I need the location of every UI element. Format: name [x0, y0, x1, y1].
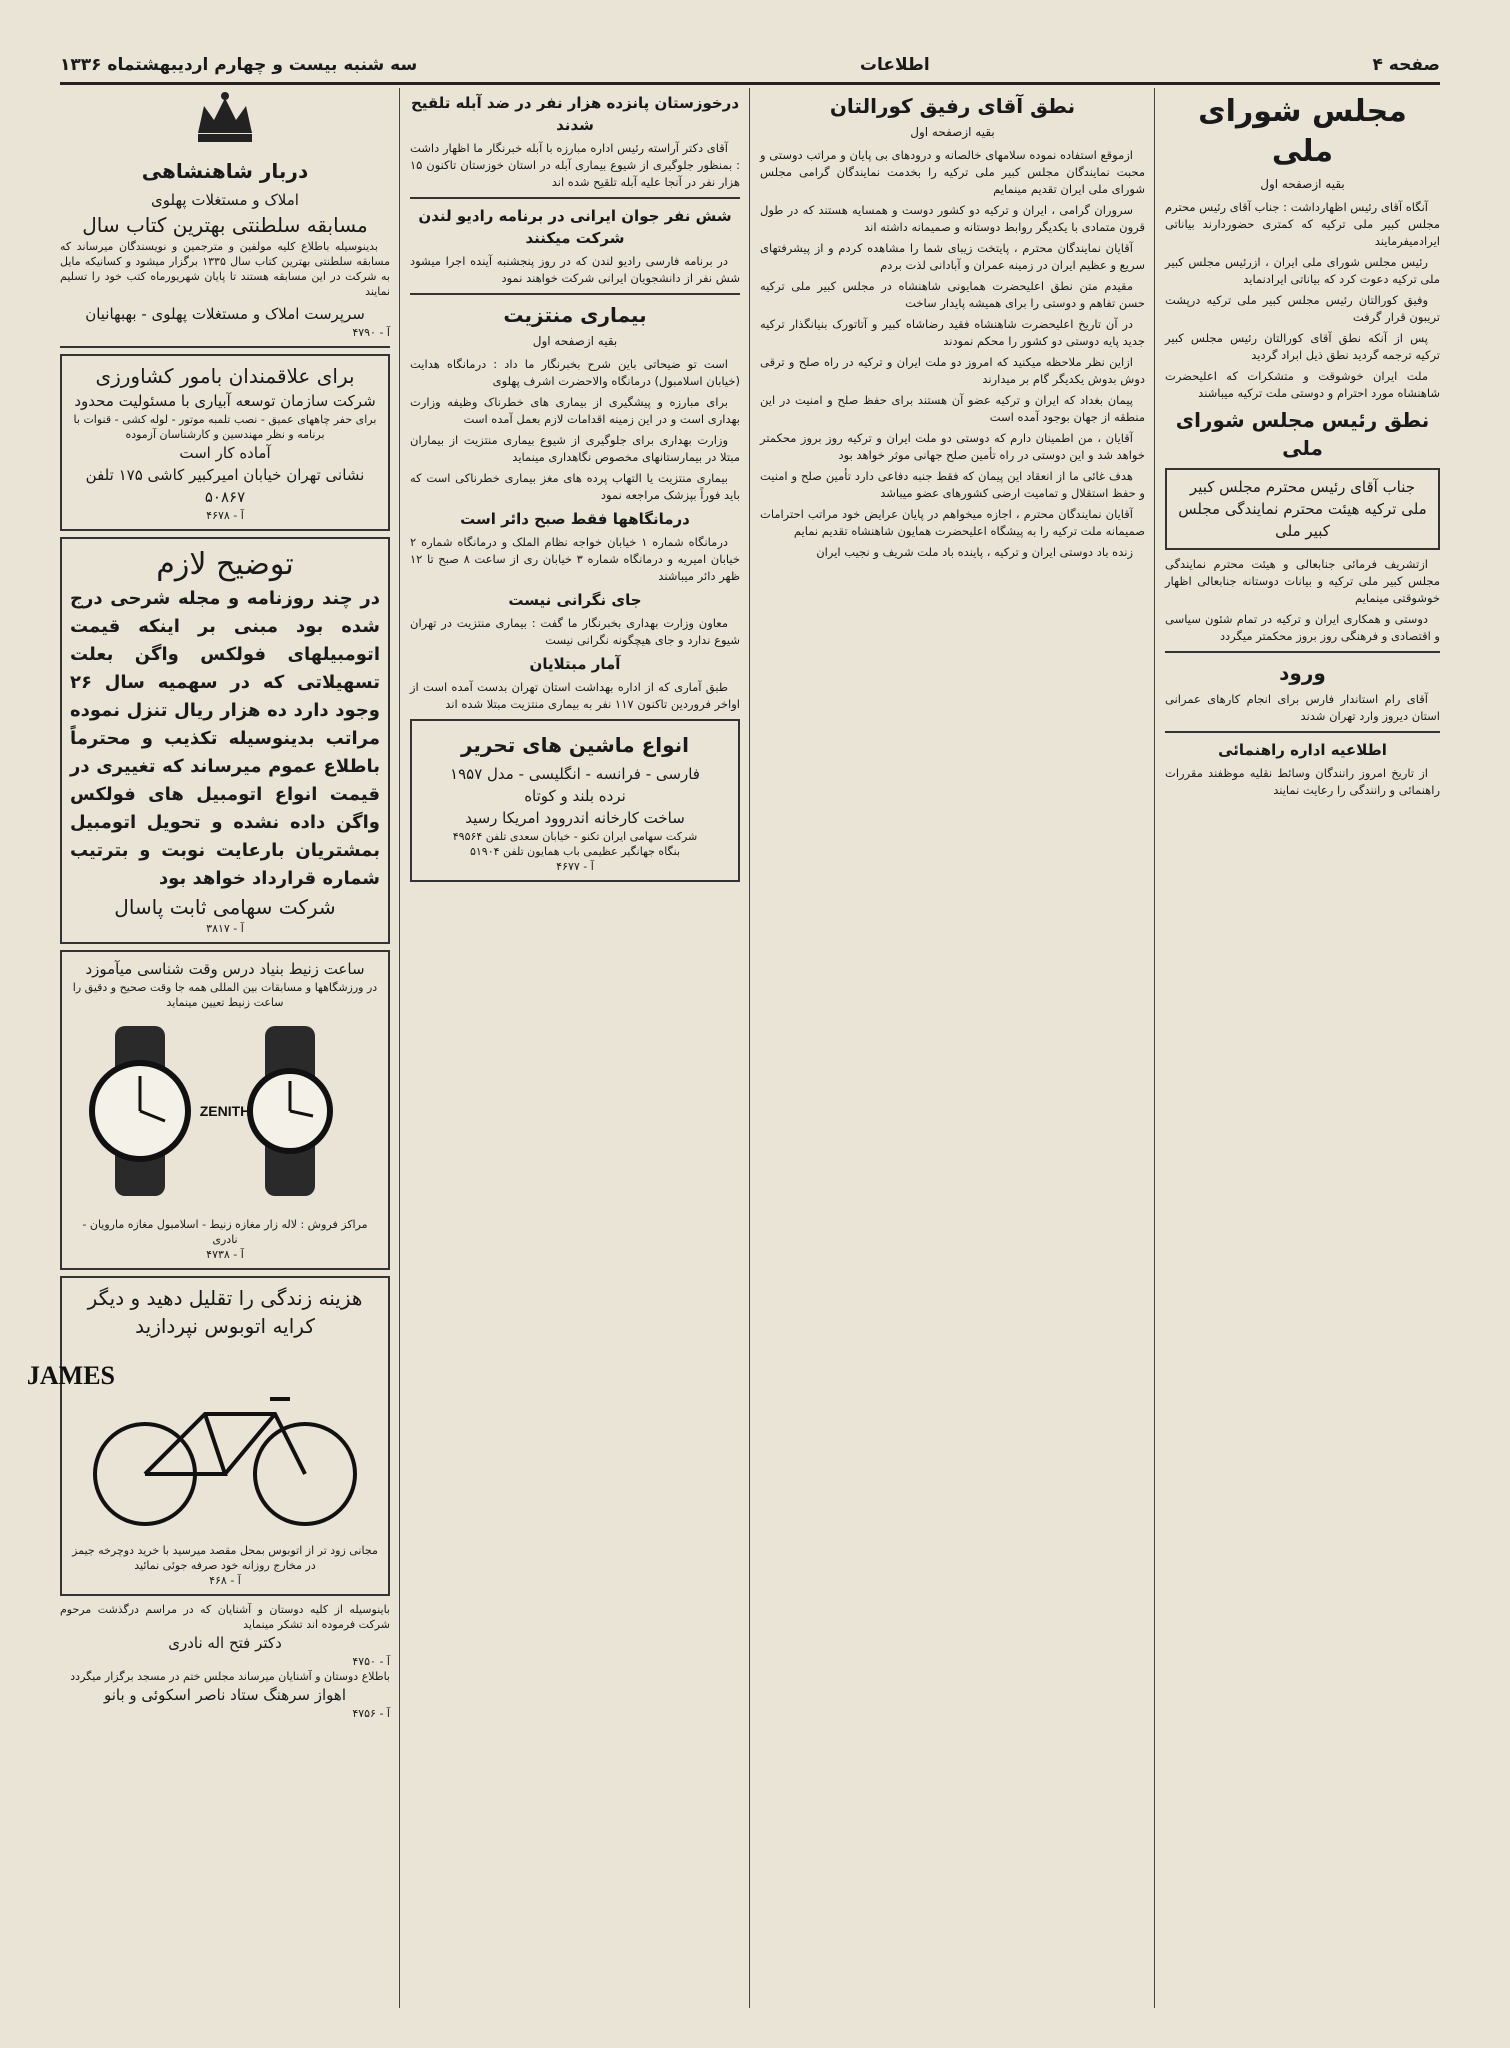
paragraph: معاون وزارت بهداری بخبرنگار ما گفت : بیماری منتزیت در تهران شیوع ندارد و جای هیچگونه نگرانی نیست: [410, 616, 740, 647]
notice-title: توضیح لازم: [156, 547, 294, 582]
court-title: دربار شاهنشاهی: [141, 159, 309, 183]
paragraph: در آن تاریخ اعلیحضرت شاهنشاه فقید رضاشاه کبیر و آتاتورک بنیانگذار ترکیه جدید پایه دوستی دو کشور را محکم نمودند: [760, 317, 1145, 348]
paragraph: آقایان نمایندگان محترم ، اجازه میخواهم در پایان عرایض خود مراتب احترامات صمیمانه ملت ترکیه را به پیشگاه اعلیحضرت همایون شاهنشاه تقدیم نمایم: [760, 507, 1145, 538]
column-rule: [399, 88, 400, 2008]
divider: [1165, 731, 1440, 733]
parliament-headline: مجلس شورای ملی: [1198, 94, 1407, 169]
paragraph: زنده باد دوستی ایران و ترکیه ، پاینده باد ملت شریف و نجیب ایران: [816, 545, 1133, 559]
thanks-signature: دکتر فتح اله نادری: [168, 1634, 282, 1652]
statistics-headline: آمار مبتلایان: [529, 655, 621, 673]
court-signature: سرپرست املاک و مستغلات پهلوی - بهبهانیان: [85, 305, 365, 323]
notice-text: در چند روزنامه و مجله شرحی درج شده بود مبنی بر اینکه قیمت اتومبیلهای فولکس واگن بعلت تسهیلاتی که در سهمیه سال ۲۶ وجود دارد ده هزار ریال تنزل نموده مراتب بدینوسیله تکذیب و محترماً باطلاع عموم میرساند که تغییری در قیمت انواع اتومبیل های فولکس واگن داده نشده و تحویل اتومبیل بمشتریان بارعایت نوبت و بترتیب شماره قرارداد خواهد بود: [70, 588, 380, 889]
notice-signature: شرکت سهامی ثابت پاسال: [114, 895, 336, 919]
paragraph: پیمان بغداد که ایران و ترکیه عضو آن هستند برای حفظ صلح و امنیت در این منطقه از جهان بوجود آمده است: [760, 393, 1145, 424]
agri-ready: آماده کار است: [179, 444, 271, 462]
agri-text: برای حفر چاههای عمیق - نصب تلمبه موتور - لوله کشی - قنوات با برنامه و نظر مهندسین و کارشناسان آزموده: [73, 413, 377, 441]
koraltan-headline: نطق آقای رفیق کورالتان: [829, 94, 1076, 118]
arrival-headline: ورود: [1279, 661, 1326, 685]
paragraph: در برنامه فارسی رادیو لندن که در روز پنجشنبه آینده اجرا میشود شش نفر از دانشجویان ایرانی شرکت خواهند نمود: [410, 254, 740, 285]
traffic-office-headline: اطلاعیه اداره راهنمائی: [1218, 741, 1387, 759]
column-koraltan-speech: [760, 88, 1145, 2008]
ad-code: آ - ۳۸۱۷: [206, 922, 244, 935]
issue-date: سه شنبه بیست و چهارم اردیبهشتماه ۱۳۳۶: [60, 55, 418, 75]
paragraph: سروران گرامی ، ایران و ترکیه دو کشور دوست و همسایه هستند که در طول قرون متمادی با یکدیگر روابط دوستانه و صمیمانه داشته اند: [760, 203, 1145, 234]
memorial-notice: باطلاع دوستان و آشنایان میرساند مجلس ختم در مسجد برگزار میگردد: [70, 1670, 390, 1683]
ad-code: آ - ۴۶۷۷: [556, 860, 594, 873]
paragraph: ملت ایران خوشوقت و متشکرات که اعلیحضرت شاهنشاه مورد احترام و دوستی ملت ترکیه میباشند: [1165, 369, 1440, 400]
zenith-watch-ad: [60, 950, 390, 1270]
page-number: صفحه ۴: [1372, 55, 1440, 75]
clinic-hours-headline: درمانگاهها فقط صبح دائر است: [460, 510, 690, 528]
continuation-note: بقیه ازصفحه اول: [532, 334, 618, 348]
ad-code: آ - ۴۷۵۰: [352, 1655, 390, 1668]
typewriter-ad-title: انواع ماشین های تحریر: [460, 733, 690, 757]
divider: [1165, 651, 1440, 653]
bike-title: هزینه زندگی را تقلیل دهید و دیگر کرایه اتوبوس نپردازید: [87, 1286, 363, 1338]
typewriter-ad-languages: فارسی - فرانسه - انگلیسی - مدل ۱۹۵۷: [450, 765, 700, 783]
typewriter-ad-line1: نرده بلند و کوتاه: [524, 787, 626, 805]
paragraph: مقیدم متن نطق اعلیحضرت همایونی شاهنشاه در مجلس کبیر ملی ترکیه حسن تفاهم و دوستی را برای همیشه پایدار ساخت: [760, 279, 1145, 310]
paragraph: آنگاه آقای رئیس اظهارداشت : جناب آقای رئیس محترم مجلس کبیر ملی ترکیه که کمتری حضوردارند بیاناتی ایرادمیفرمایند: [1165, 200, 1440, 248]
ad-code: آ - ۴۷۳۸: [206, 1248, 244, 1261]
meningitis-headline: بیماری منتزیت: [503, 303, 647, 327]
crown-icon: [190, 88, 260, 148]
watch-shops: مراکز فروش : لاله زار مغازه زنیط - اسلامبول مغازه مارویان - نادری: [82, 1218, 368, 1246]
james-bicycle-ad: [26, 1276, 390, 1596]
agri-address: نشانی تهران خیابان امیرکبیر کاشی ۱۷۵ تلفن ۵۰۸۶۷: [85, 466, 365, 506]
court-contest: مسابقه سلطنتی بهترین کتاب سال: [82, 213, 368, 237]
column-parliament: [1165, 88, 1440, 2008]
agriculture-ad: [60, 354, 390, 531]
paragraph: است تو ضیحاتی باین شرح بخبرنگار ما داد : درمانگاه هدایت (خیابان اسلامبول) درمانگاه والاحضرت اشرف پهلوی: [410, 357, 740, 388]
radio-headline: شش نفر جوان ایرانی در برنامه رادیو لندن شرکت میکنند: [418, 207, 732, 247]
column-rule: [1154, 88, 1155, 2008]
bike-brand: JAMES: [26, 1361, 115, 1390]
paragraph: از تاریخ امروز رانندگان وسائط نقلیه موظفند مقررات راهنمائی و رانندگی را رعایت نمایند: [1165, 766, 1440, 797]
paragraph: آقای دکتر آراسته رئیس اداره مبارزه با آبله خبرنگار ما اظهار داشت : بمنظور جلوگیری از شیوع بیماری آبله در استان خوزستان تاکنون ۱۵ هزار نفر در آنجا علیه آبله تلقیح شده اند: [410, 141, 740, 189]
paragraph: آقایان ، من اطمینان دارم که دوستی دو ملت ایران و ترکیه روز بروز محکمتر خواهد شد و این دوستی در راه تأمین صلح جهانی موثر خواهد بود: [760, 431, 1145, 462]
thanks-notice: باینوسیله از کلیه دوستان و آشنایان که در مراسم درگذشت مرحوم شرکت فرموده اند تشکر مینماید: [60, 1603, 390, 1631]
watch-text: در ورزشگاهها و مسابقات بین المللی همه جا وقت صحیح و دقیق را ساعت زنیط تعیین مینماید: [72, 981, 378, 1009]
page-header: [60, 48, 1440, 85]
divider: [60, 346, 390, 348]
ad-code: آ - ۴۷۵۶: [352, 1707, 390, 1720]
speech-subheadline: نطق رئیس مجلس شورای ملی: [1175, 408, 1430, 460]
bike-text: مجانی زود تر از اتوبوس بمحل مقصد میرسید با خرید دوچرخه جیمز در مخارج روزانه خود صرفه جوئی نمائید: [72, 1544, 378, 1572]
watch-brand: ZENITH: [199, 1103, 251, 1119]
paragraph: وزارت بهداری برای جلوگیری از شیوع بیماری منتزیت از بیماران مبتلا در بیمارستانهای مخصوص نگاهداری مینماید: [410, 433, 740, 464]
no-worry-headline: جای نگرانی نیست: [508, 591, 642, 609]
paragraph: آقای رام استاندار فارس برای انجام کارهای عمرانی استان دیروز وارد تهران شدند: [1165, 692, 1440, 723]
paragraph: بیماری منتزیت یا التهاب پرده های مغز بیماری خطرناکی است که باید فوراً بپزشک مراجعه نمود: [410, 471, 740, 502]
paragraph: ازتشریف فرمائی جنابعالی و هیئت محترم نمایندگی مجلس کبیر ملی ترکیه و بیانات دوستانه جنابعالی اظهار خوشوقتی مینمایم: [1165, 557, 1440, 605]
smallpox-headline: درخوزستان پانزده هزار نفر در ضد آبله تلقیح شدند: [410, 94, 740, 134]
ad-code: آ - ۴۷۹۰: [352, 326, 390, 339]
typewriter-ad-line2: ساخت کارخانه اندروود امریکا رسید: [465, 809, 685, 827]
ad-code: آ - ۴۶۷۸: [206, 509, 244, 522]
volkswagen-notice: [60, 537, 390, 944]
paragraph: آقایان نمایندگان محترم ، پایتخت زیبای شما را مشاهده کردم و از پیشرفتهای سریع و عظیم ایران در زمینه عمران و آبادانی لذت بردم: [760, 241, 1145, 272]
divider: [410, 293, 740, 295]
wristwatch-icon: [75, 1016, 375, 1206]
newspaper-name: اطلاعات: [859, 55, 930, 75]
paragraph: برای مبارزه و پیشگیری از بیماری های خطرناک وظیفه وزارت بهداری است و در این زمینه اقدامات لازم بعمل آمده است: [410, 395, 740, 426]
column-ads: [26, 88, 390, 2008]
typewriter-ad: [410, 719, 740, 882]
column-rule: [749, 88, 750, 2008]
paragraph: بدینوسیله باطلاع کلیه مولفین و مترجمین و نویسندگان میرساند که مسابقه سلطنتی بهترین کتاب سال ۱۳۳۵ برگزار میشود و کسانیکه مایل به شرکت در این مسابقه هستند تا پایان شهریورماه کتب خود را تسلیم نمایند: [60, 240, 390, 298]
court-sub: املاک و مستغلات پهلوی: [151, 191, 299, 209]
column-news: [410, 88, 740, 2008]
continuation-note: بقیه ازصفحه اول: [1260, 177, 1345, 191]
continuation-note: بقیه ازصفحه اول: [910, 125, 995, 139]
memorial-signature: اهواز سرهنگ ستاد ناصر اسکوئی و بانو: [103, 1686, 346, 1704]
bicycle-icon: [26, 1344, 375, 1534]
typewriter-ad-company: شرکت سهامی ایران تکنو - خیابان سعدی تلفن ۴۹۵۶۴: [452, 830, 698, 843]
address-box: جناب آقای رئیس محترم مجلس کبیر ملی ترکیه هیئت محترم نمایندگی مجلس کبیر ملی: [1165, 468, 1440, 550]
paragraph: پس از آنکه نطق آقای کورالتان رئیس مجلس کبیر ترکیه ترجمه گردید نطق ذیل ابراد گردید: [1165, 331, 1440, 362]
ad-code: آ - ۴۶۸: [209, 1574, 241, 1587]
paragraph: طبق آماری که از اداره بهداشت استان تهران بدست آمده است از اواخر فروردین تاکنون ۱۱۷ نفر به بیماری منتزیت مبتلا شده اند: [410, 680, 740, 711]
paragraph: ازموقع استفاده نموده سلامهای خالصانه و درودهای بی پایان و مراتب دوستی و محبت نمایندگان مجلس کبیر ملی ترکیه را بخدمت نمایندگان گرامی مجلس شورای ملی ایران تقدیم مینمایم: [760, 148, 1145, 196]
watch-title: ساعت زنیط بنیاد درس وقت شناسی میآموزد: [85, 960, 365, 978]
paragraph: هدف غائی ما از انعقاد این پیمان که فقط جنبه دفاعی دارد تأمین صلح و امنیت و حفظ استقلال و تمامیت ارضی کشورهای عضو میباشد: [760, 469, 1145, 500]
paragraph: درمانگاه شماره ۱ خیابان خواجه نظام الملک و درمانگاه شماره ۲ خیابان امیریه و درمانگاه شماره ۳ خیابان ری از ساعت ۸ صبح تا ۱۲ ظهر دائر میباشند: [410, 535, 740, 583]
crown-emblem: [60, 88, 390, 153]
paragraph: ازاین نظر ملاحظه میکنید که امروز دو ملت ایران و ترکیه در راه صلح و ترقی دوش بدوش یکدیگر گام بر میدارند: [760, 355, 1145, 386]
divider: [410, 197, 740, 199]
typewriter-ad-branch: بنگاه جهانگیر عظیمی باب همایون تلفن ۵۱۹۰۴: [469, 845, 681, 858]
paragraph: دوستی و همکاری ایران و ترکیه در تمام شئون سیاسی و اقتصادی و فرهنگی روز بروز محکمتر میگردد: [1165, 612, 1440, 643]
agri-sub: شرکت سازمان توسعه آبیاری با مسئولیت محدود: [74, 392, 376, 410]
paragraph: وفیق کورالتان رئیس مجلس کبیر ملی ترکیه درپشت تریبون قرار گرفت: [1165, 293, 1440, 324]
agri-title: برای علاقمندان بامور کشاورزی: [95, 364, 355, 388]
paragraph: رئیس مجلس شورای ملی ایران ، ازرئیس مجلس کبیر ملی ترکیه دعوت کرد که بیاناتی ایرادنماید: [1165, 255, 1440, 286]
